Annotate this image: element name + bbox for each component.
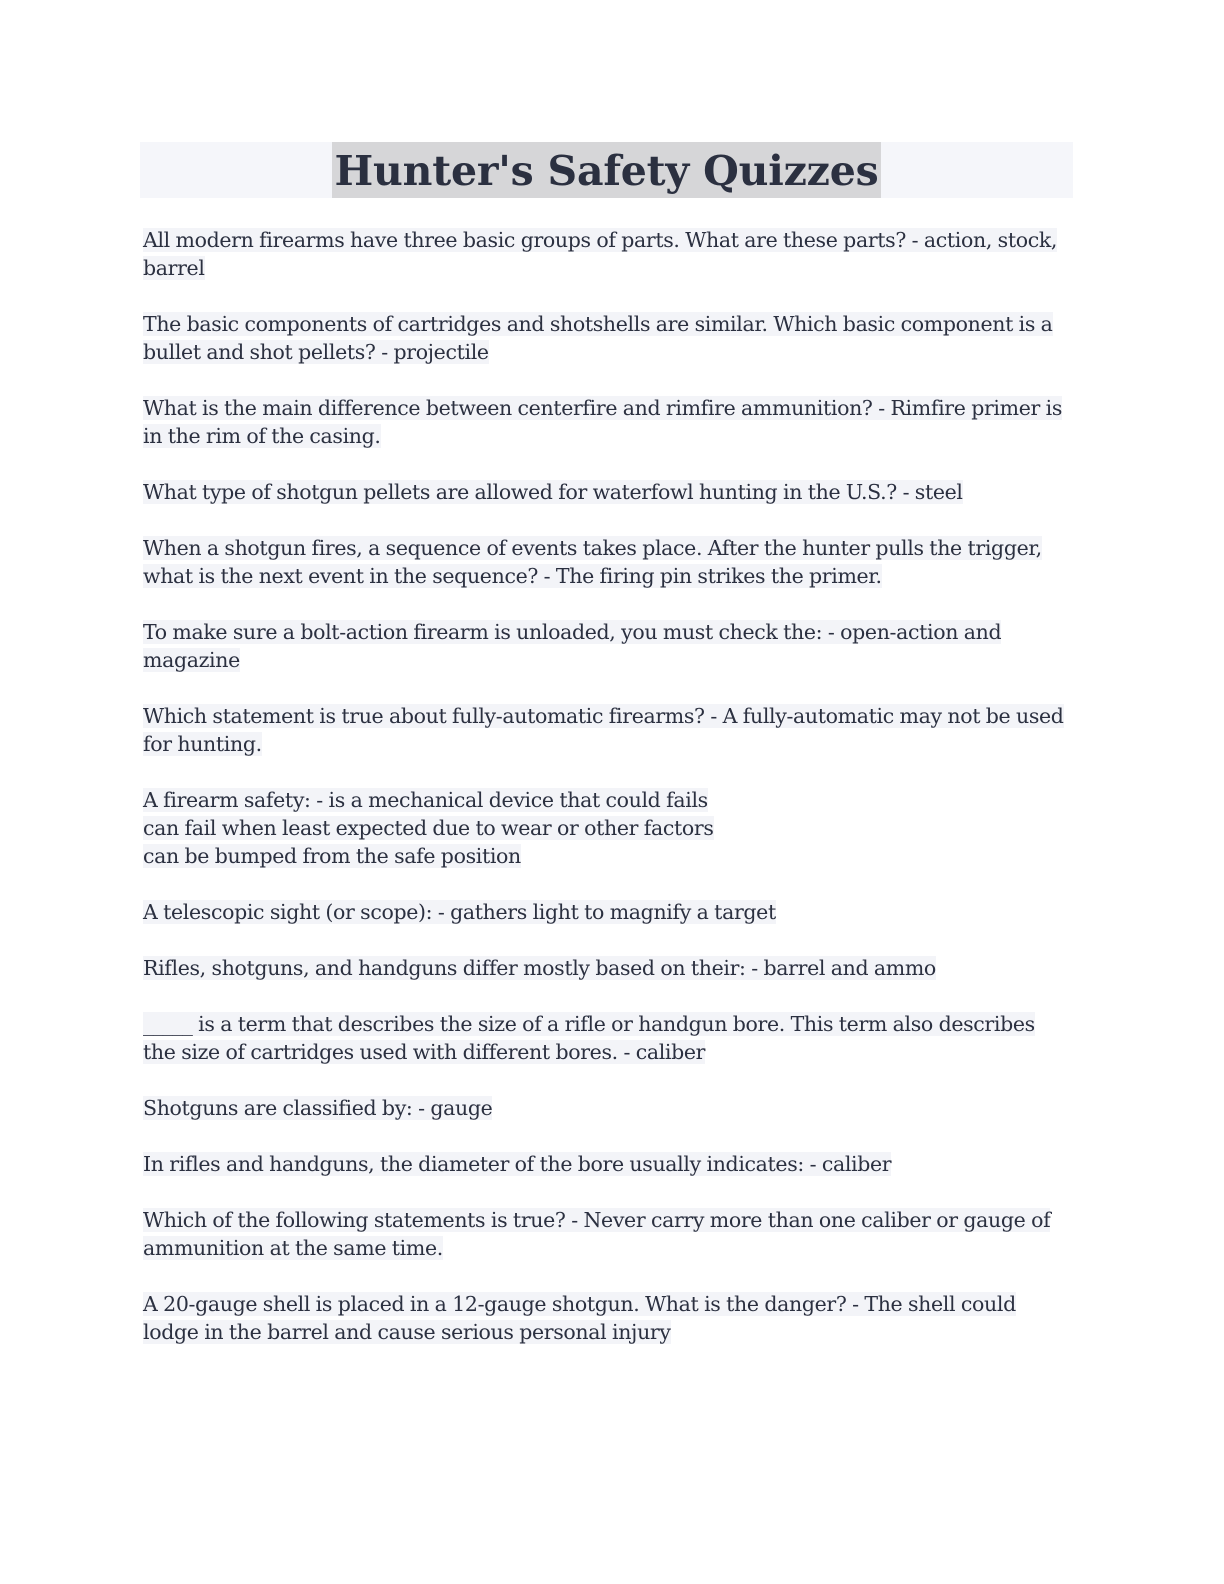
qa-text: What is the main difference between centerfire and rimfire ammunition? - Rimfire primer is in the rim of the casing. bbox=[143, 396, 1062, 448]
qa-item bbox=[143, 310, 1068, 366]
qa-line: can be bumped from the safe position bbox=[143, 844, 521, 868]
qa-text: A 20-gauge shell is placed in a 12-gauge shotgun. What is the danger? - The shell could lodge in the barrel and cause serious personal injury bbox=[143, 1292, 1016, 1344]
qa-line: can fail when least expected due to wear or other factors bbox=[143, 816, 714, 840]
qa-item bbox=[143, 702, 1068, 758]
qa-text: To make sure a bolt-action firearm is unloaded, you must check the: - open-action and magazine bbox=[143, 620, 1002, 672]
qa-text: Rifles, shotguns, and handguns differ mostly based on their: - barrel and ammo bbox=[143, 956, 936, 980]
qa-text: In rifles and handguns, the diameter of the bore usually indicates: - caliber bbox=[143, 1152, 892, 1176]
qa-item bbox=[143, 1010, 1068, 1066]
qa-item-multiline bbox=[143, 786, 1068, 870]
qa-item bbox=[143, 478, 1068, 506]
qa-text: When a shotgun fires, a sequence of events takes place. After the hunter pulls the trigger, what is the next event in the sequence? - The firing pin strikes the primer. bbox=[143, 536, 1042, 588]
qa-text: What type of shotgun pellets are allowed for waterfowl hunting in the U.S.? - steel bbox=[143, 480, 963, 504]
qa-line: A firearm safety: - is a mechanical device that could fails bbox=[143, 788, 708, 812]
qa-item bbox=[143, 1290, 1068, 1346]
qa-list bbox=[143, 226, 1068, 1374]
qa-item bbox=[143, 394, 1068, 450]
qa-item bbox=[143, 954, 1068, 982]
qa-text: Shotguns are classified by: - gauge bbox=[143, 1096, 493, 1120]
qa-item bbox=[143, 534, 1068, 590]
qa-item bbox=[143, 1150, 1068, 1178]
qa-item bbox=[143, 1206, 1068, 1262]
qa-text: Which of the following statements is true? - Never carry more than one caliber or gauge of ammunition at the same time. bbox=[143, 1208, 1051, 1260]
qa-text: The basic components of cartridges and shotshells are similar. Which basic component is a bullet and shot pellets? - projectile bbox=[143, 312, 1053, 364]
title-banner bbox=[140, 142, 1073, 198]
page-title: Hunter's Safety Quizzes bbox=[332, 142, 880, 198]
qa-item bbox=[143, 1094, 1068, 1122]
qa-item bbox=[143, 898, 1068, 926]
qa-item bbox=[143, 618, 1068, 674]
qa-text: _____ is a term that describes the size of a rifle or handgun bore. This term also describes the size of cartridges used with different bores. - caliber bbox=[143, 1012, 1035, 1064]
qa-text: A telescopic sight (or scope): - gathers light to magnify a target bbox=[143, 900, 776, 924]
qa-item bbox=[143, 226, 1068, 282]
qa-text: All modern firearms have three basic groups of parts. What are these parts? - action, stock, barrel bbox=[143, 228, 1058, 280]
qa-text: Which statement is true about fully-automatic firearms? - A fully-automatic may not be used for hunting. bbox=[143, 704, 1064, 756]
